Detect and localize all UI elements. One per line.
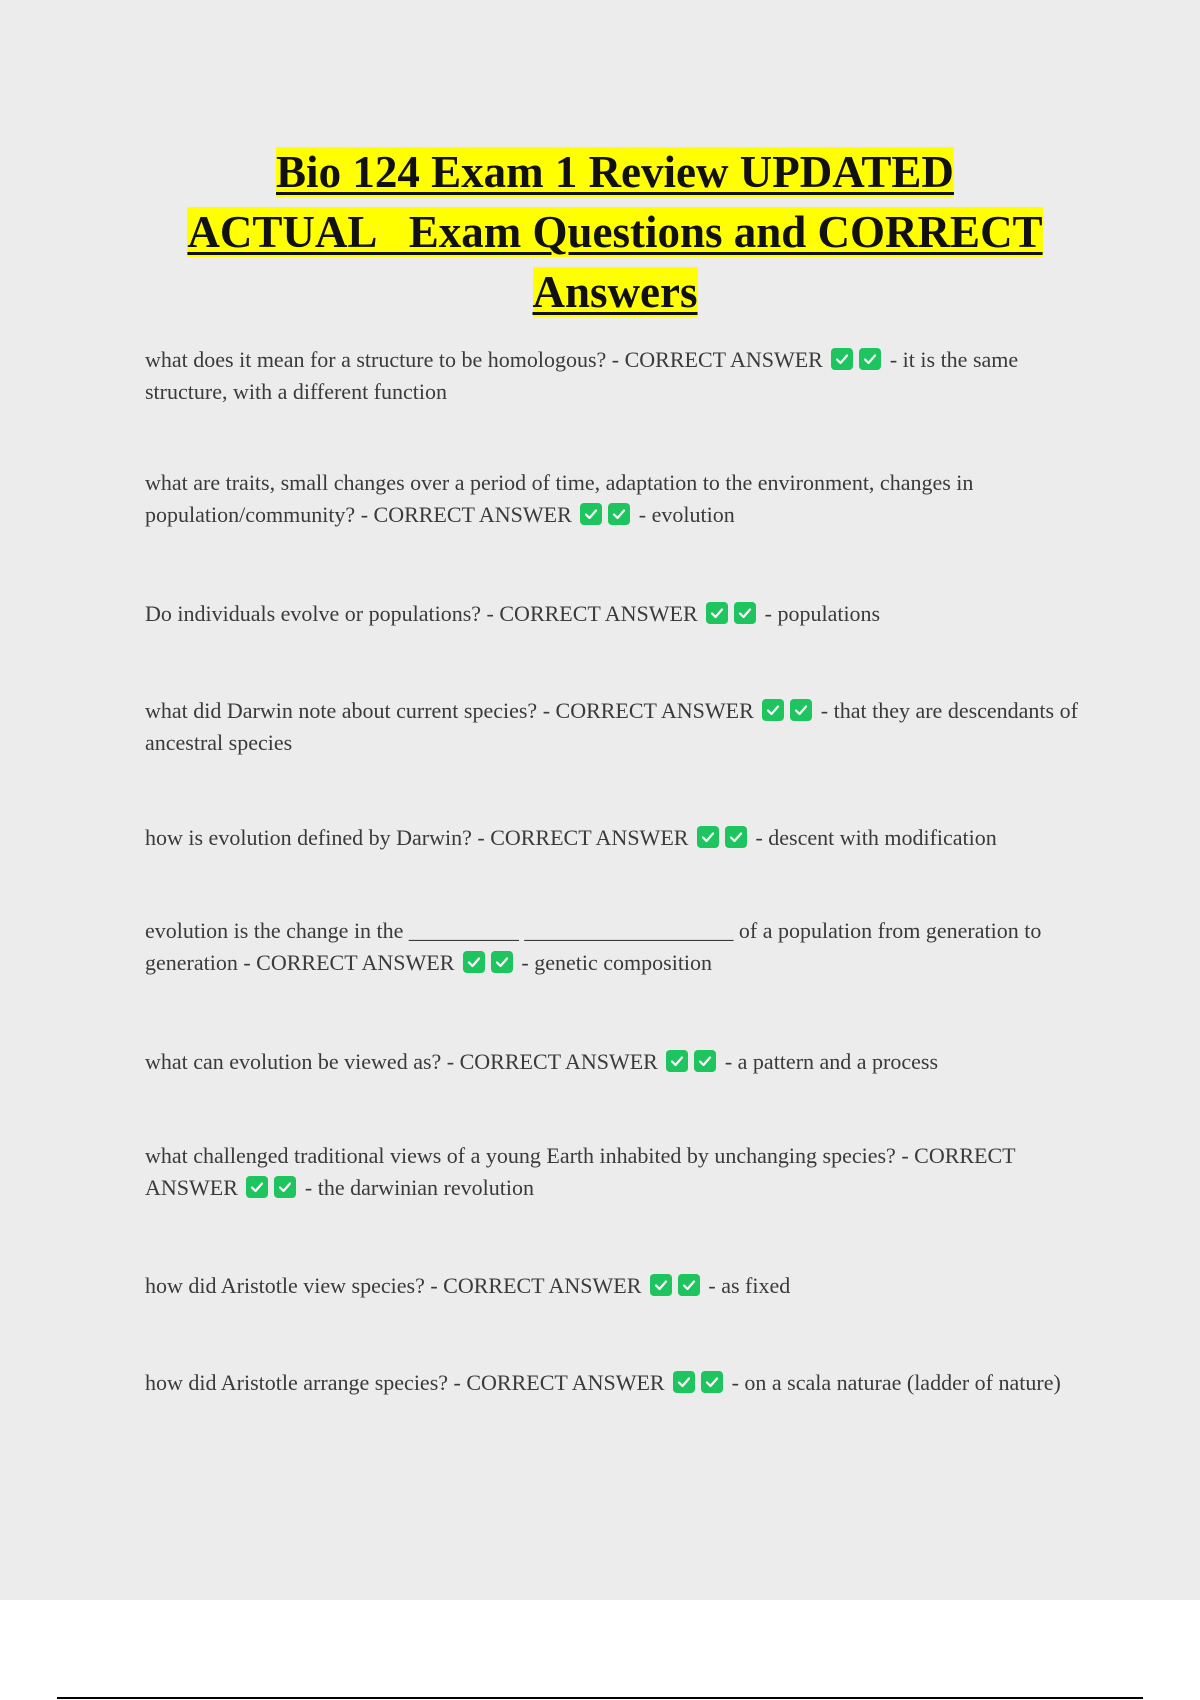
question-text: what are traits, small changes over a period of time, adaptation to the environment, changes in population/community? - CORRECT ANSWER	[145, 470, 974, 527]
check-mark-icon	[725, 826, 747, 848]
document-title	[130, 142, 1100, 322]
title-line-3: Answers	[532, 267, 698, 317]
question-text: how did Aristotle view species? - CORRECT ANSWER	[145, 1273, 642, 1298]
check-mark-icon	[274, 1176, 296, 1198]
qa-item-6	[145, 915, 1085, 979]
answer-text: - as fixed	[708, 1273, 791, 1298]
check-mark-icon	[463, 951, 485, 973]
question-text: what did Darwin note about current species? - CORRECT ANSWER	[145, 698, 754, 723]
question-text: what does it mean for a structure to be homologous? - CORRECT ANSWER	[145, 347, 823, 372]
qa-item-9	[145, 1270, 1085, 1302]
check-mark-icon	[701, 1371, 723, 1393]
check-mark-icon	[246, 1176, 268, 1198]
qa-item-10	[145, 1367, 1085, 1399]
answer-text: - a pattern and a process	[724, 1049, 939, 1074]
qa-item-8	[145, 1140, 1085, 1204]
answer-text: - it is the same structure, with a different function	[145, 347, 1019, 404]
question-text: how is evolution defined by Darwin? - CORRECT ANSWER	[145, 825, 689, 850]
question-text: evolution is the change in the __________ ___________________ of a population from generation to generation - CORRECT ANSWER	[145, 918, 1042, 975]
qa-item-1	[145, 344, 1085, 408]
check-mark-icon	[608, 503, 630, 525]
question-text: how did Aristotle arrange species? - CORRECT ANSWER	[145, 1370, 665, 1395]
check-mark-icon	[491, 951, 513, 973]
qa-item-2	[145, 467, 1085, 531]
answer-text: - on a scala naturae (ladder of nature)	[731, 1370, 1061, 1395]
answer-text: - descent with modification	[755, 825, 997, 850]
check-mark-icon	[762, 699, 784, 721]
qa-item-7	[145, 1046, 1085, 1078]
check-mark-icon	[694, 1050, 716, 1072]
check-mark-icon	[706, 602, 728, 624]
qa-item-5	[145, 822, 1085, 854]
check-mark-icon	[678, 1274, 700, 1296]
check-mark-icon	[666, 1050, 688, 1072]
check-mark-icon	[734, 602, 756, 624]
answer-text: - genetic composition	[521, 950, 713, 975]
answer-text: - evolution	[638, 502, 735, 527]
title-line-1: Bio 124 Exam 1 Review UPDATED	[276, 147, 954, 197]
check-mark-icon	[831, 348, 853, 370]
title-line-2: ACTUAL Exam Questions and CORRECT	[187, 207, 1043, 257]
question-text: Do individuals evolve or populations? - CORRECT ANSWER	[145, 601, 698, 626]
check-mark-icon	[650, 1274, 672, 1296]
qa-item-4	[145, 695, 1085, 759]
check-mark-icon	[790, 699, 812, 721]
page-divider	[57, 1697, 1143, 1699]
qa-item-3	[145, 598, 1085, 630]
check-mark-icon	[697, 826, 719, 848]
answer-text: - that they are descendants of ancestral species	[145, 698, 1078, 755]
check-mark-icon	[859, 348, 881, 370]
check-mark-icon	[673, 1371, 695, 1393]
answer-text: - the darwinian revolution	[304, 1175, 534, 1200]
answer-text: - populations	[764, 601, 881, 626]
question-text: what can evolution be viewed as? - CORRECT ANSWER	[145, 1049, 658, 1074]
question-text: what challenged traditional views of a young Earth inhabited by unchanging species? - CORRECT ANSWER	[145, 1143, 1016, 1200]
check-mark-icon	[580, 503, 602, 525]
